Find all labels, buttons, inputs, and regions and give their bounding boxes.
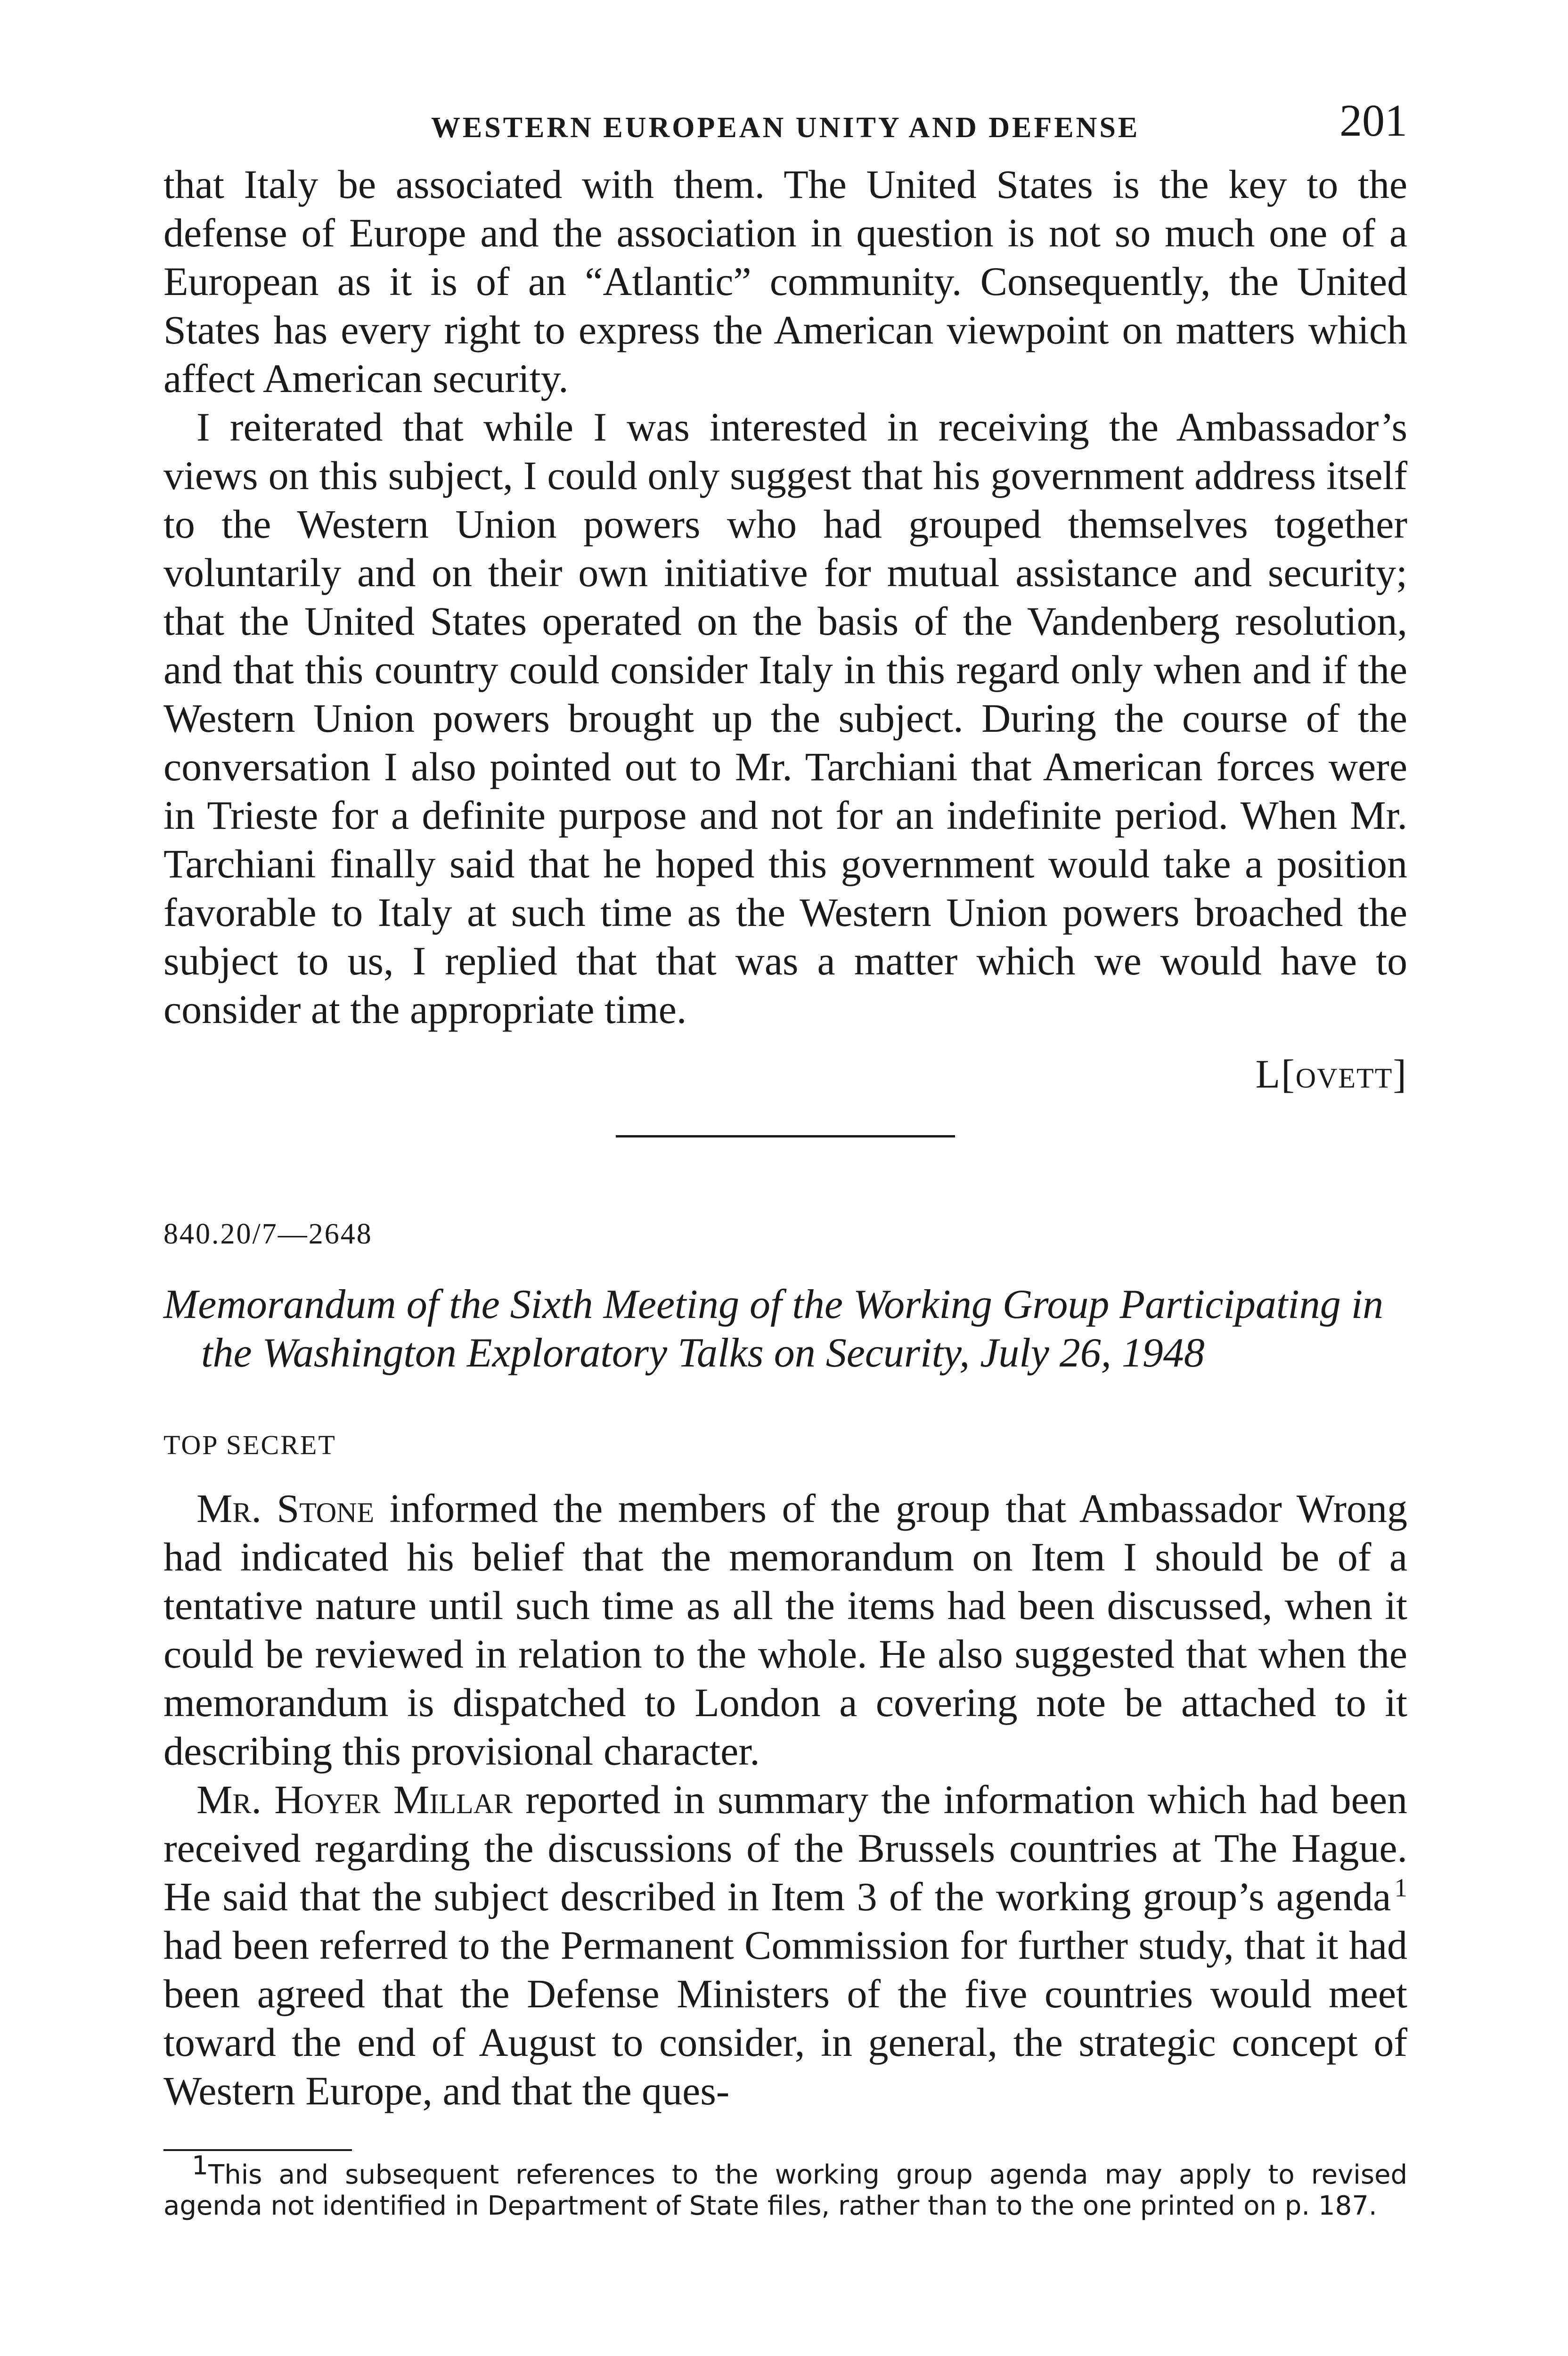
paragraph-hoyer-millar (163, 1775, 1407, 2115)
section-divider (616, 1135, 955, 1137)
page-number: 201 (1339, 95, 1407, 146)
footnote-text: This and subsequent references to the working group agenda may apply to revised agenda not identified in Department of State files, rather than to the one printed on p. 187. (163, 2160, 1407, 2221)
footnote (163, 2150, 1407, 2222)
signature: L[ovett] (1255, 1051, 1407, 1096)
paragraph-stone (163, 1484, 1407, 1775)
paragraph-text: had been referred to the Permanent Commission for further study, that it had been agreed that the Defense Ministers of the five countries would meet toward the end of August to consider, in general, the strategic concept of Western Europe, and that the ques- (163, 1922, 1407, 2113)
speaker-name: Mr. Stone (196, 1486, 375, 1531)
footnote-marker: 1 (192, 2150, 208, 2181)
classification-marking: TOP SECRET (163, 1430, 336, 1460)
paragraph-text: informed the members of the group that Ambassador Wrong had indicated his belief that the memorandum on Item I should be of a tentative nature until such time as all the items had been discussed, when it could be reviewed in relation to the whole. He also suggested that when the memorandum is dispatched to London a covering note be attached to it describing this provisional character. (163, 1486, 1407, 1774)
paragraph-continuation: that Italy be associated with them. The United States is the key to the defense of Europe and the association in question is not so much one of a European as it is of an “Atlantic” community. Consequently, the United States has every right to express the American viewpoint on matters which affect American security. (163, 162, 1407, 401)
running-head (163, 94, 1407, 160)
speaker-name: Mr. Hoyer Millar (196, 1777, 513, 1822)
document-page (163, 94, 1407, 2222)
running-title: WESTERN EUROPEAN UNITY AND DEFENSE (431, 112, 1140, 144)
paragraph-text: reported in summary the information which had been received regarding the discussions of the Brussels countries at The Hague. He said that the subject described in Item 3 of the working group’s agenda (163, 1777, 1407, 1919)
footnote-reference[interactable]: 1 (1394, 1873, 1407, 1902)
paragraph-reiteration: I reiterated that while I was interested in receiving the Ambassador’s views on this subject, I could only suggest that his government address itself to the Western Union powers who had grouped themselves together voluntarily and on their own initiative for mutual assistance and security; that the United States operated on the basis of the Vandenberg resolution, and that this country could consider Italy in this regard only when and if the Western Union powers brought up the subject. During the course of the conversation I also pointed out to Mr. Tarchiani that American forces were in Trieste for a definite purpose and not for an indefinite period. When Mr. Tarchiani finally said that he hoped this government would take a position favorable to Italy at such time as the Western Union powers broached the subject to us, I replied that that was a matter which we would have to consider at the appropriate time. (163, 404, 1407, 1032)
document-title: Memorandum of the Sixth Meeting of the Working Group Participating in the Washington Exploratory Talks on Security, July 26, 1948 (163, 1282, 1384, 1376)
file-number: 840.20/7—2648 (163, 1218, 373, 1250)
